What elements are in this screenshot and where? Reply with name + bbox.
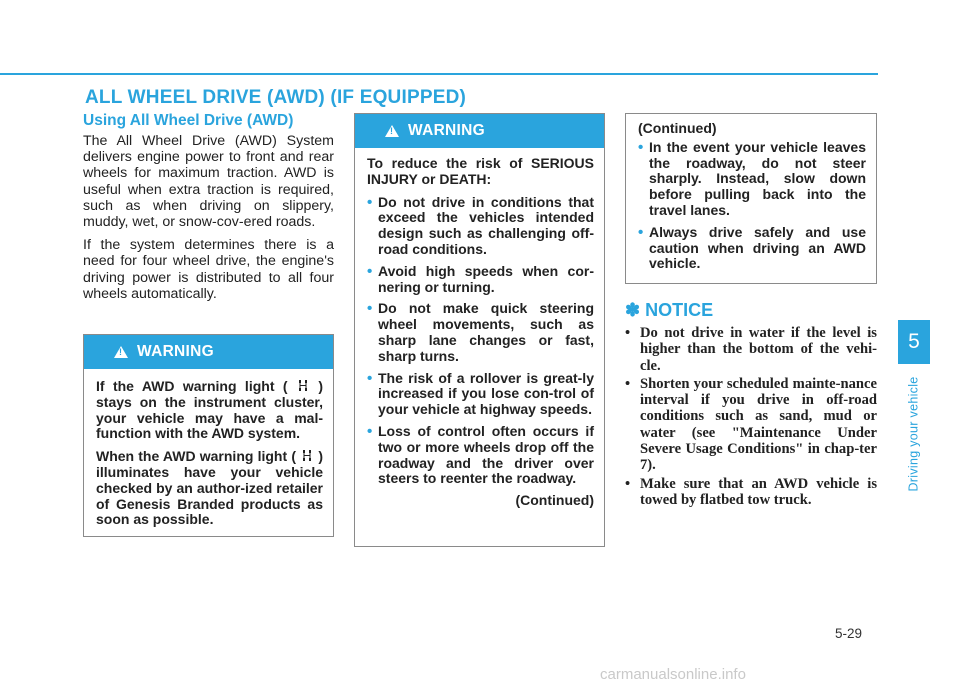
- warning-intro: To reduce the risk of SERIOUS INJURY or DEATH:: [367, 155, 594, 187]
- warning-text: When the AWD warning light (: [96, 448, 296, 465]
- section-title: ALL WHEEL DRIVE (AWD) (IF EQUIPPED): [85, 87, 467, 108]
- notice-list: [625, 325, 877, 510]
- awd-warning-icon: [300, 449, 314, 462]
- warning-text: ) illuminates have your vehicle checked by an author-ized retailer of Genesis Branded products as soon as possible.: [96, 448, 323, 528]
- watermark: carmanualsonline.info: [600, 666, 746, 683]
- warning-title: WARNING: [137, 343, 215, 360]
- chapter-label: [898, 369, 930, 499]
- body-paragraph: The All Wheel Drive (AWD) System delivers engine power to front and rear wheels for maximum traction. AWD is useful when extra traction is required, such as when driving on slippery, muddy, wet, or snow-cov-ered roads.: [83, 133, 334, 231]
- top-rule: [0, 73, 878, 75]
- notice-item: • Make sure that an AWD vehicle is towed by flatbed tow truck.: [625, 476, 877, 509]
- subsection-heading: Using All Wheel Drive (AWD): [83, 112, 294, 129]
- continued-label: (Continued): [515, 492, 594, 509]
- notice-title: ✽ NOTICE: [625, 300, 714, 320]
- notice-item: • Shorten your scheduled mainte-nance interval if you drive in off-road conditions such as sand, mud or water (see "Maintenance Under Severe Usage Conditions" in chap-ter 7).: [625, 376, 877, 474]
- notice-item: • Do not drive in water if the level is higher than the bottom of the vehi-cle.: [625, 325, 877, 374]
- warning-header: [355, 114, 604, 148]
- awd-warning-icon: [296, 379, 310, 392]
- warning-list-item: • Loss of control often occurs if two or more wheels drop off the roadway and the driver over steers to reenter the roadway.: [367, 424, 594, 487]
- awd-warning-box: [83, 334, 334, 537]
- continued-label: (Continued): [638, 120, 717, 136]
- warning-paragraph: [96, 449, 323, 528]
- warning-body: [84, 369, 333, 545]
- warning-list-item: • Do not drive in conditions that exceed the vehicles intended design such as challenging off-road conditions.: [367, 195, 594, 258]
- warning-title: WARNING: [408, 122, 486, 139]
- warning-list: [367, 195, 594, 488]
- warning-list-item: • Do not make quick steering wheel movements, such as sharp lane changes or fast, sharp turns.: [367, 301, 594, 364]
- warning-list-item: • Avoid high speeds when cor-nering or turning.: [367, 264, 594, 296]
- page-number: 5-29: [835, 626, 863, 641]
- warning-text: If the AWD warning light (: [96, 378, 288, 394]
- rollover-warning-box: [354, 113, 605, 547]
- warning-list-item: • Always drive safely and use caution when driving an AWD vehicle.: [638, 225, 866, 272]
- warning-body: [626, 114, 876, 288]
- warning-triangle-icon: [385, 125, 399, 137]
- warning-triangle-icon: [114, 346, 128, 358]
- warning-list-item: • In the event your vehicle leaves the roadway, do not steer sharply. Instead, slow down before pulling back into the travel lanes.: [638, 140, 866, 219]
- chapter-label-text: Driving your vehicle: [907, 376, 922, 492]
- continued-warning-box: [625, 113, 877, 284]
- warning-paragraph: [96, 379, 323, 442]
- warning-list: [638, 140, 866, 272]
- warning-text: ) stays on the instrument cluster, your vehicle may have a mal-function with the AWD system.: [96, 378, 324, 442]
- warning-body: [355, 148, 604, 519]
- warning-header: [84, 335, 333, 369]
- body-text: [83, 133, 334, 309]
- body-paragraph: If the system determines there is a need for four wheel drive, the engine's driving power is distributed to all four wheels automatically.: [83, 237, 334, 302]
- warning-list-item: • The risk of a rollover is great-ly increased if you lose con-trol of your vehicle at highway speeds.: [367, 371, 594, 418]
- chapter-tab: 5: [898, 320, 930, 364]
